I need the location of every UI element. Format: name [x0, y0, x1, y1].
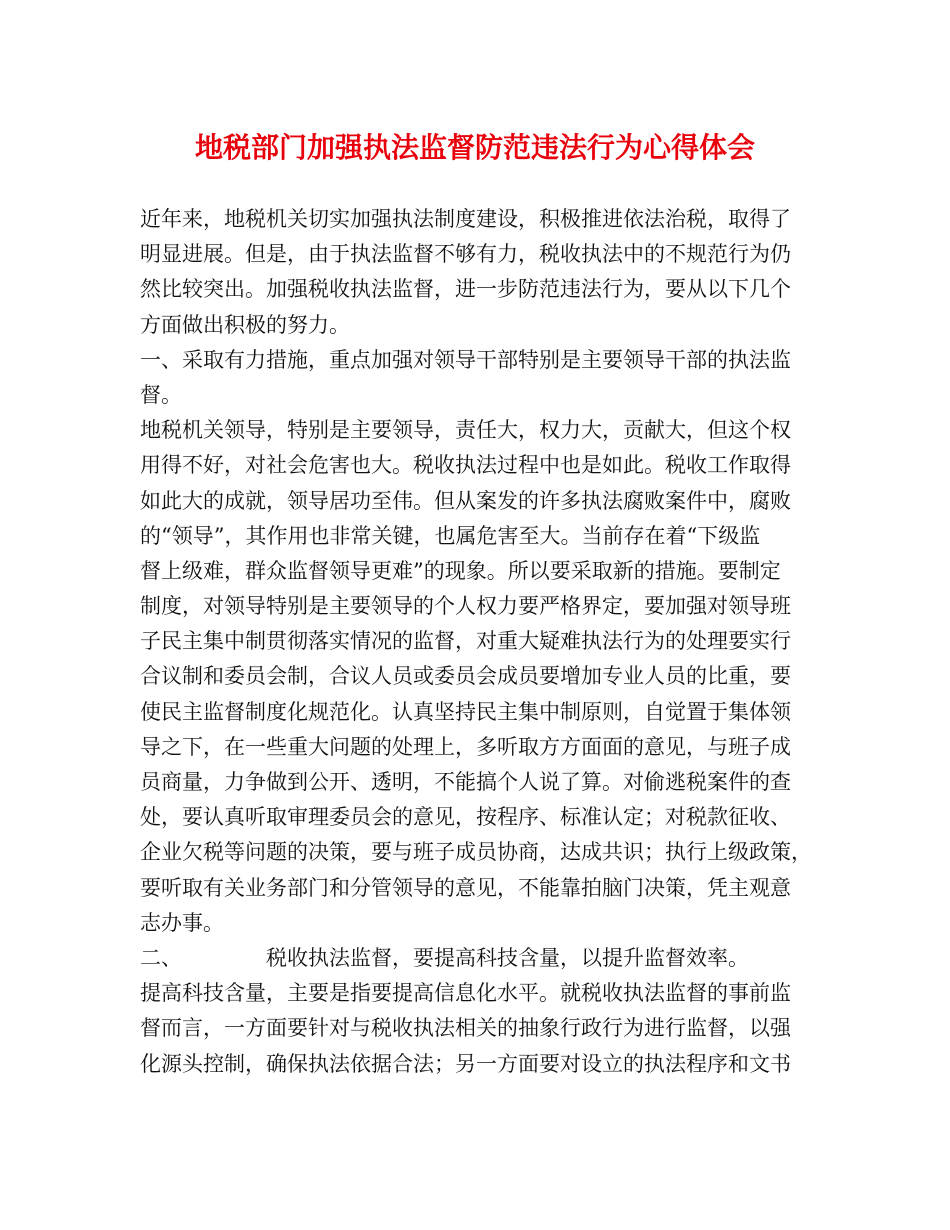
text-line: 的“领导”，其作用也非常关键，也属危害至大。当前存在着“下级监	[140, 523, 761, 548]
text-line: 合议制和委员会制，合议人员或委员会成员要增加专业人员的比重，要	[140, 664, 791, 689]
text-line: 明显进展。但是，由于执法监督不够有力，税收执法中的不规范行为仍	[140, 242, 791, 267]
section-2-prefix: 二、	[140, 945, 182, 970]
text-line: 督而言，一方面要针对与税收执法相关的抽象行政行为进行监督，以强	[140, 1016, 791, 1041]
text-line: 用得不好，对社会危害也大。税收执法过程中也是如此。税收工作取得	[140, 453, 791, 478]
section-heading-1-line: 一、采取有力措施，重点加强对领导干部特别是主要领导干部的执法监	[140, 347, 791, 372]
text-line: 要听取有关业务部门和分管领导的意见，不能靠拍脑门决策，凭主观意	[140, 875, 791, 900]
section-2-heading: 税收执法监督，要提高科技含量，以提升监督效率。	[266, 945, 749, 970]
text-line: 化源头控制，确保执法依据合法；另一方面要对设立的执法程序和文书	[140, 1051, 791, 1076]
text-line: 近年来，地税机关切实加强执法制度建设，积极推进依法治税，取得了	[140, 207, 791, 231]
text-line: 企业欠税等问题的决策，要与班子成员协商，达成共识；执行上级政策，	[140, 840, 812, 865]
text-line: 然比较突出。加强税收执法监督，进一步防范违法行为，要从以下几个	[140, 277, 791, 302]
text-line: 子民主集中制贯彻落实情况的监督，对重大疑难执法行为的处理要实行	[140, 629, 791, 654]
text-line: 志办事。	[140, 910, 224, 935]
text-line: 员商量，力争做到公开、透明，不能搞个人说了算。对偷逃税案件的查	[140, 770, 791, 794]
text-line: 制度，对领导特别是主要领导的个人权力要严格界定，要加强对领导班	[140, 594, 791, 619]
document-title: 地税部门加强执法监督防范违法行为心得体会	[194, 131, 755, 164]
section-heading-2	[140, 941, 830, 976]
text-line: 督上级难，群众监督领导更难”的现象。所以要采取新的措施。要制定	[140, 558, 781, 583]
text-line: 方面做出积极的努力。	[140, 312, 350, 337]
text-line: 地税机关领导，特别是主要领导，责任大，权力大，贡献大，但这个权	[140, 418, 791, 443]
section-heading-1-line: 督。	[140, 382, 182, 407]
text-line: 处，要认真听取审理委员会的意见，按程序、标准认定；对税款征收、	[140, 805, 791, 830]
document-body	[140, 202, 830, 1082]
text-line: 如此大的成就，领导居功至伟。但从案发的许多执法腐败案件中，腐败	[140, 488, 791, 513]
text-line: 使民主监督制度化规范化。认真坚持民主集中制原则，自觉置于集体领	[140, 699, 791, 724]
text-line: 导之下，在一些重大问题的处理上，多听取方方面面的意见，与班子成	[140, 734, 791, 759]
text-line: 提高科技含量，主要是指要提高信息化水平。就税收执法监督的事前监	[140, 981, 791, 1006]
